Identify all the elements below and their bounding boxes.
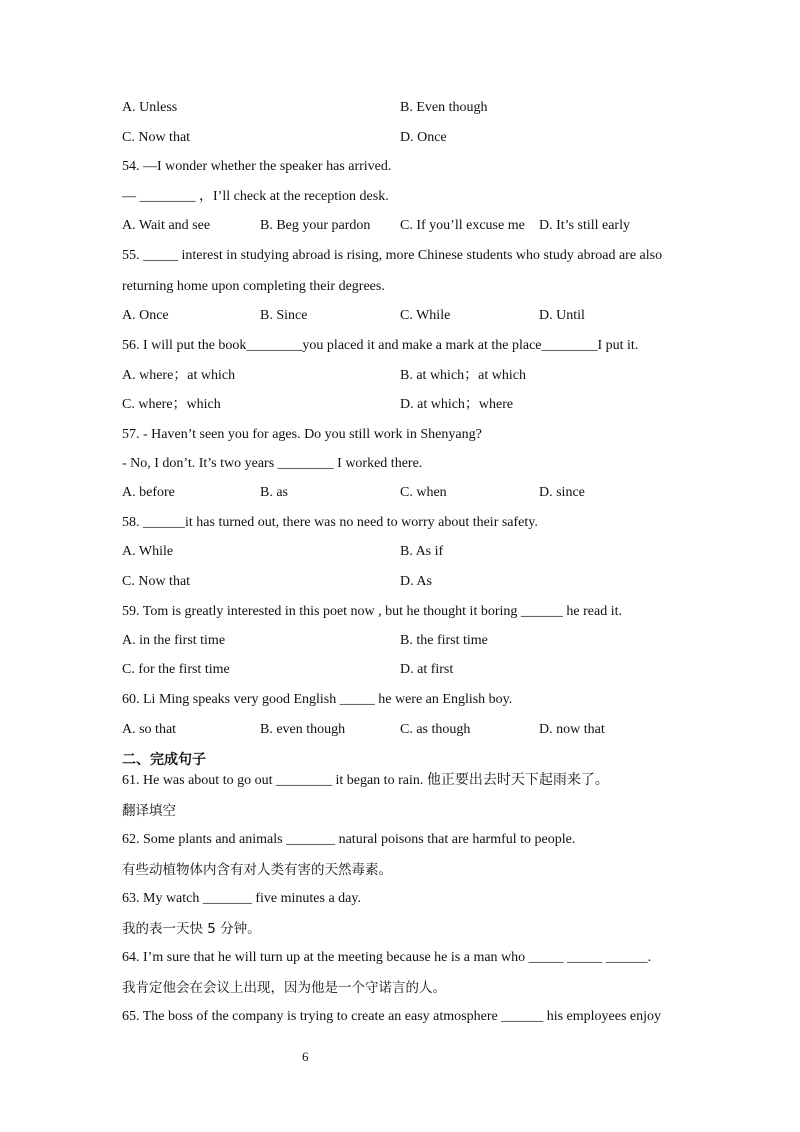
q57-stem: 57. - Haven’t seen you for ages. Do you still work in Shenyang? (122, 427, 482, 442)
q59-option-d: D. at first (400, 662, 454, 677)
q55-stem-line2: returning home upon completing their degrees. (122, 279, 385, 294)
q60-option-a: A. so that (122, 722, 177, 737)
q58-option-b: B. As if (400, 544, 444, 559)
q54-option-b: B. Beg your pardon (260, 218, 371, 233)
q55-option-a: A. Once (122, 308, 169, 323)
q56-stem: 56. I will put the book________you placed it and make a mark at the place________I put it. (122, 338, 639, 353)
q59-option-c: C. for the first time (122, 662, 230, 677)
q58-stem: 58. ______it has turned out, there was no need to worry about their safety. (122, 515, 538, 530)
q64-stem: 64. I’m sure that he will turn up at the meeting because he is a man who _____ _____ ______. (122, 950, 652, 965)
q58-option-c: C. Now that (122, 574, 191, 589)
q54-stem: 54. —I wonder whether the speaker has arrived. (122, 159, 392, 174)
q56-option-a: A. where；at which (122, 368, 236, 383)
q53-option-a: A. Unless (122, 100, 178, 115)
q60-option-b: B. even though (260, 722, 346, 737)
q63-translation: 我的表一天快 5 分钟。 (122, 921, 261, 937)
q56-option-c: C. where；which (122, 397, 221, 412)
q60-option-d: D. now that (539, 722, 605, 737)
q57-option-d: D. since (539, 485, 585, 500)
q55-option-d: D. Until (539, 308, 585, 323)
q54-reply: — ________ ，I’ll check at the reception desk. (122, 189, 389, 204)
q61-note: 翻译填空 (122, 803, 176, 819)
q60-stem: 60. Li Ming speaks very good English _____ he were an English boy. (122, 692, 513, 707)
q53-option-d: D. Once (400, 130, 447, 145)
q56-option-d: D. at which；where (400, 397, 514, 412)
section-heading: 二、完成句子 (122, 752, 206, 768)
q60-option-c: C. as though (400, 722, 471, 737)
q65-stem: 65. The boss of the company is trying to create an easy atmosphere ______ his employees enjoy (122, 1009, 661, 1024)
q53-option-b: B. Even though (400, 100, 488, 115)
q62-stem: 62. Some plants and animals _______ natural poisons that are harmful to people. (122, 832, 576, 847)
q59-stem: 59. Tom is greatly interested in this poet now , but he thought it boring ______ he read it. (122, 604, 622, 619)
q53-option-c: C. Now that (122, 130, 191, 145)
q64-translation: 我肯定他会在会议上出现，因为他是一个守诺言的人。 (122, 980, 446, 996)
q62-translation: 有些动植物体内含有对人类有害的天然毒素。 (122, 862, 392, 878)
q63-stem: 63. My watch _______ five minutes a day. (122, 891, 361, 906)
q59-option-a: A. in the first time (122, 633, 226, 648)
q57-option-a: A. before (122, 485, 175, 500)
q57-option-c: C. when (400, 485, 447, 500)
q57-option-b: B. as (260, 485, 288, 500)
q61-stem: 61. He was about to go out ________ it began to rain. 他正要出去时天下起雨来了。 (122, 773, 609, 788)
q59-option-b: B. the first time (400, 633, 488, 648)
q55-stem-line1: 55. _____ interest in studying abroad is rising, more Chinese students who study abroad are also (122, 248, 663, 263)
q55-option-c: C. While (400, 308, 451, 323)
q55-option-b: B. Since (260, 308, 308, 323)
q58-option-d: D. As (400, 574, 432, 589)
q54-option-a: A. Wait and see (122, 218, 211, 233)
page-number: 6 (302, 1049, 309, 1064)
q57-reply: - No, I don’t. It’s two years ________ I worked there. (122, 456, 423, 471)
q56-option-b: B. at which；at which (400, 368, 526, 383)
q58-option-a: A. While (122, 544, 174, 559)
q54-option-d: D. It’s still early (539, 218, 630, 233)
q54-option-c: C. If you’ll excuse me (400, 218, 525, 233)
